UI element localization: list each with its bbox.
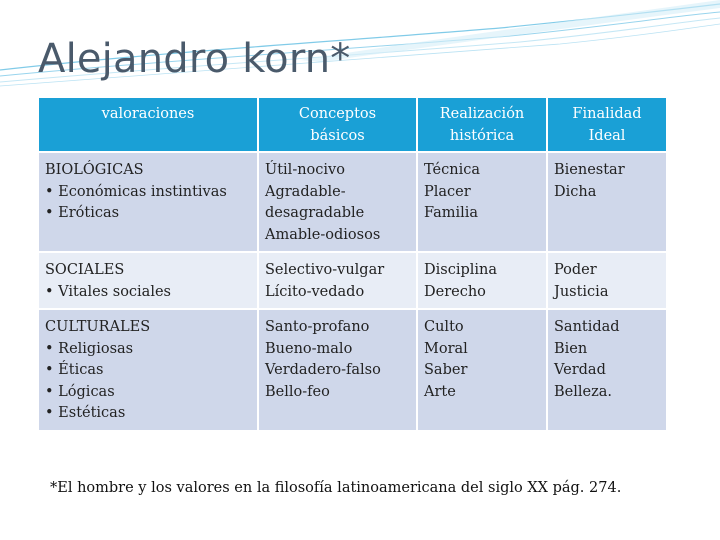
page-title: Alejandro korn* (38, 36, 351, 82)
cell-line: Arte (424, 383, 456, 400)
table-cell (258, 252, 417, 309)
header-line: Realización (439, 106, 525, 122)
header-conceptos-basicos (258, 97, 417, 152)
cell-line: • Religiosas (45, 340, 134, 357)
cell-line: Amable-odiosos (265, 226, 381, 243)
values-table (37, 96, 668, 432)
cell-line: CULTURALES (45, 319, 151, 335)
table-cell (547, 252, 667, 309)
cell-line: Bello-feo (265, 383, 330, 400)
table-cell (417, 309, 547, 431)
table-row-culturales (38, 309, 667, 431)
cell-line: Justicia (554, 283, 609, 300)
table-cell (417, 152, 547, 252)
cell-line: • Estéticas (45, 405, 126, 421)
table-cell (38, 309, 258, 431)
cell-line: Santo-profano (265, 319, 370, 335)
header-line: Ideal (588, 127, 626, 144)
table-row-sociales (38, 252, 667, 309)
cell-line: • Lógicas (45, 383, 115, 400)
table-cell (38, 152, 258, 252)
cell-line: Saber (424, 362, 468, 378)
cell-line: Santidad (554, 319, 620, 335)
cell-line: desagradable (265, 205, 365, 221)
table-cell (258, 309, 417, 431)
header-line: valoraciones (101, 106, 195, 122)
cell-line: • Éticas (45, 362, 104, 378)
cell-line: Disciplina (424, 262, 498, 278)
cell-line: Agradable- (265, 183, 346, 200)
cell-line: Verdadero-falso (265, 362, 381, 378)
cell-line: SOCIALES (45, 262, 125, 278)
header-finalidad-ideal (547, 97, 667, 152)
cell-line: • Eróticas (45, 205, 120, 221)
cell-line: Bien (554, 340, 588, 357)
header-line: Conceptos (298, 106, 377, 122)
cell-line: • Económicas instintivas (45, 183, 227, 200)
header-valoraciones (38, 97, 258, 152)
table-cell (258, 152, 417, 252)
table-row-biologicas (38, 152, 667, 252)
cell-line: Moral (424, 340, 468, 357)
cell-line: Poder (554, 262, 597, 278)
cell-line: Selectivo-vulgar (265, 262, 385, 278)
table-header-row (38, 97, 667, 152)
table-cell (417, 252, 547, 309)
cell-line: Útil-nocivo (265, 162, 345, 178)
cell-line: BIOLÓGICAS (45, 162, 144, 178)
header-line: Finalidad (572, 106, 642, 122)
cell-line: Culto (424, 319, 464, 335)
cell-line: Técnica (424, 162, 480, 178)
table-cell (547, 309, 667, 431)
header-line: básicos (310, 127, 365, 144)
table-cell (38, 252, 258, 309)
header-realizacion-historica (417, 97, 547, 152)
cell-line: • Vitales sociales (45, 283, 171, 300)
footnote: *El hombre y los valores en la filosofía latinoamericana del siglo XX pág. 274. (50, 480, 622, 496)
cell-line: Lícito-vedado (265, 283, 365, 300)
cell-line: Derecho (424, 283, 486, 300)
cell-line: Verdad (554, 362, 606, 378)
cell-line: Belleza. (554, 383, 612, 400)
cell-line: Familia (424, 205, 479, 221)
cell-line: Bueno-malo (265, 340, 353, 357)
header-line: histórica (449, 127, 515, 144)
cell-line: Placer (424, 183, 471, 200)
table-cell (547, 152, 667, 252)
cell-line: Bienestar (554, 162, 625, 178)
cell-line: Dicha (554, 183, 597, 200)
